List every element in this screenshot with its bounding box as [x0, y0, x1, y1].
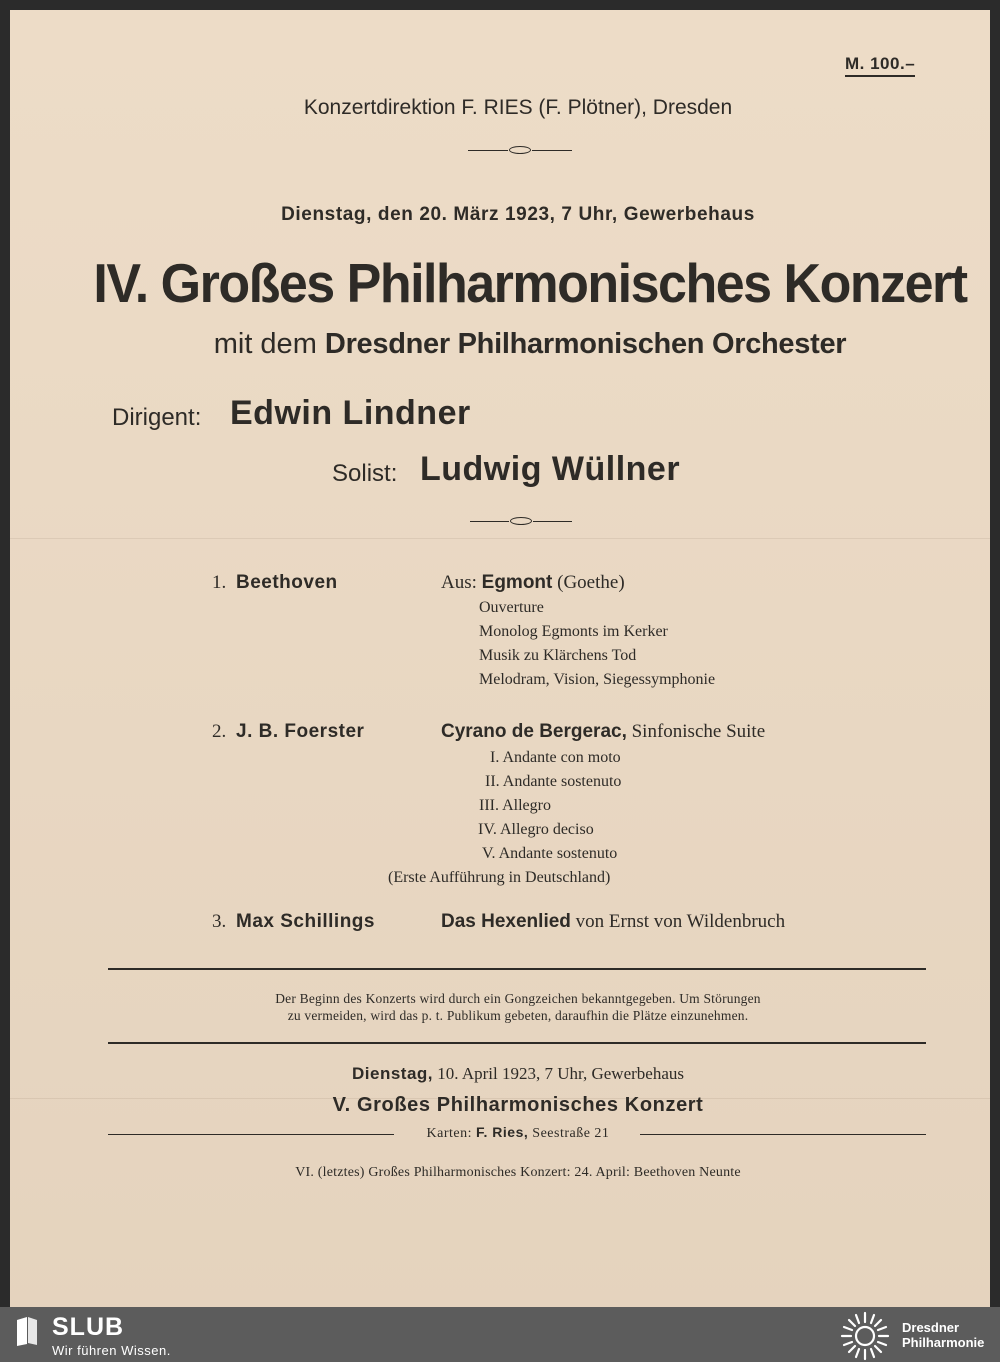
divider-line [640, 1134, 926, 1135]
tickets-label: Karten: [426, 1126, 473, 1141]
premiere-note: (Erste Aufführung in Deutschland) [388, 869, 611, 886]
composer-name: Beethoven [236, 572, 338, 593]
movement: Melodram, Vision, Siegessymphonie [479, 671, 716, 688]
next-concert-date-rest: 10. April 1923, 7 Uhr, Gewerbehaus [437, 1064, 684, 1083]
work-name: Das Hexenlied [441, 911, 571, 932]
concert-title: IV. Großes Philharmonisches Konzert [93, 253, 967, 315]
work-suffix: (Goethe) [557, 572, 625, 593]
tickets-vendor: F. Ries, [476, 1124, 529, 1140]
conductor-name: Edwin Lindner [230, 394, 471, 432]
program-number: 3. [212, 911, 227, 932]
program-number: 1. [212, 572, 227, 593]
slub-logo-text[interactable]: SLUB [52, 1313, 125, 1341]
philharmonie-sun-icon [838, 1311, 892, 1361]
composer-name: J. B. Foerster [236, 721, 365, 742]
work-suffix: von Ernst von Wildenbruch [575, 911, 786, 932]
philharmonie-line1: Dresdner [902, 1320, 960, 1335]
notice-line: Der Beginn des Konzerts wird durch ein Gongzeichen bekanntgegeben. Um Störungen [275, 991, 761, 1006]
program-number: 2. [212, 721, 227, 742]
movement: Monolog Egmonts im Kerker [479, 623, 668, 640]
conductor-label: Dirigent: [112, 404, 202, 431]
movement: Ouverture [479, 599, 544, 616]
divider-line [108, 1042, 926, 1044]
next-concert-title: V. Großes Philharmonisches Konzert [332, 1094, 704, 1116]
subtitle-prefix: mit dem [213, 328, 317, 360]
soloist-label: Solist: [332, 460, 398, 487]
final-concert-note: VI. (letztes) Großes Philharmonisches Konzert: 24. April: Beethoven Neunte [295, 1165, 741, 1180]
movement: II. Andante sostenuto [485, 773, 622, 790]
price-label: M. 100.– [845, 54, 915, 77]
orchestra-name: Dresdner Philharmonischen Orchester [324, 328, 847, 360]
concert-subtitle [10, 328, 1000, 361]
movement: IV. Allegro deciso [478, 821, 594, 838]
composer-name: Max Schillings [236, 911, 375, 932]
movement: Musik zu Klärchens Tod [479, 647, 637, 664]
fold-crease [10, 538, 990, 539]
notice-line: zu vermeiden, wird das p. t. Publikum gebeten, daraufhin die Plätze einzunehmen. [287, 1008, 749, 1023]
movement: III. Allegro [479, 797, 551, 814]
next-concert-date [10, 1064, 1000, 1084]
agency-name: Konzertdirektion F. RIES (F. Plötner), Dresden [303, 96, 733, 119]
slub-book-icon [14, 1315, 40, 1347]
footer-bar [0, 1307, 1000, 1362]
next-concert-day: Dienstag, [352, 1064, 434, 1083]
divider-line [108, 968, 926, 970]
philharmonie-line2: Philharmonie [902, 1335, 985, 1350]
tickets-address: Seestraße 21 [532, 1126, 610, 1141]
ticket-info [10, 1124, 1000, 1142]
work-title [441, 721, 765, 743]
movement: V. Andante sostenuto [482, 845, 618, 862]
ornament-divider [470, 517, 572, 527]
slub-claim: Wir führen Wissen. [52, 1343, 171, 1358]
movement: I. Andante con moto [490, 749, 621, 766]
concert-flyer [10, 10, 990, 1307]
work-name: Egmont [481, 572, 553, 593]
ornament-divider [468, 146, 572, 156]
philharmonie-logo-text[interactable] [902, 1320, 984, 1350]
soloist-name: Ludwig Wüllner [420, 450, 681, 488]
work-title [441, 572, 625, 594]
work-prefix: Aus: [441, 572, 477, 593]
work-suffix: Sinfonische Suite [631, 721, 766, 742]
work-name: Cyrano de Bergerac, [441, 721, 627, 742]
concert-date: Dienstag, den 20. März 1923, 7 Uhr, Gewerbehaus [281, 204, 755, 225]
work-title [441, 911, 785, 933]
